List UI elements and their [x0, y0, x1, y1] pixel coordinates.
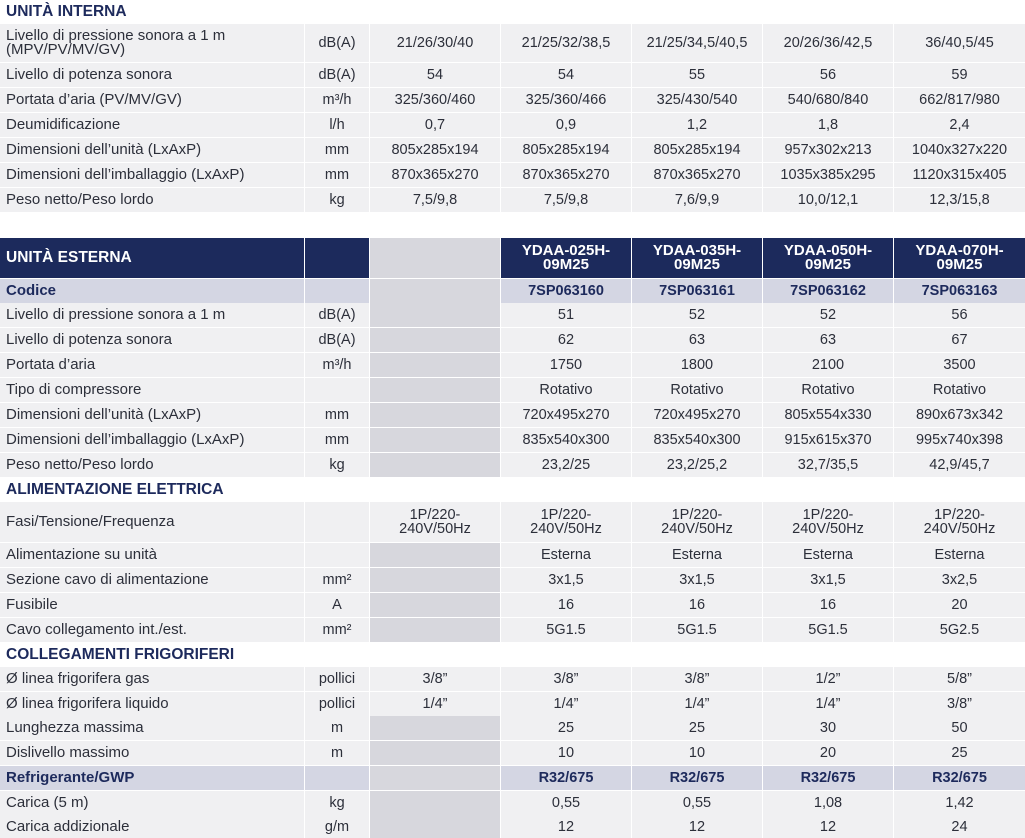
value-cell: 52: [763, 303, 894, 327]
row-label: Dimensioni dell’imballaggio (LxAxP): [0, 163, 305, 187]
value-cell: 1P/220- 240V/50Hz: [763, 502, 894, 542]
value-cell: 21/26/30/40: [370, 24, 501, 62]
section-title-power-row: [0, 478, 1025, 502]
row-unit: kg: [305, 453, 370, 477]
value-cell: [370, 716, 501, 740]
value-cell: 3/8”: [370, 667, 501, 691]
value-cell: 63: [763, 328, 894, 352]
value-cell: 662/817/980: [894, 88, 1025, 112]
value-cell: 0,7: [370, 113, 501, 137]
internal-row: [0, 24, 1025, 62]
row-unit: dB(A): [305, 328, 370, 352]
value-cell: [370, 741, 501, 765]
section-title-external: UNITÀ ESTERNA: [0, 238, 305, 278]
row-label: Fusibile: [0, 593, 305, 617]
value-cell: 1P/220- 240V/50Hz: [501, 502, 632, 542]
section-title-refrigeration: COLLEGAMENTI FRIGORIFERI: [0, 643, 1025, 667]
value-cell: 915x615x370: [763, 428, 894, 452]
power-row: [0, 568, 1025, 592]
refrigeration-row: [0, 741, 1025, 765]
code-row: [0, 279, 1025, 303]
value-cell: 325/430/540: [632, 88, 763, 112]
value-cell: 325/360/466: [501, 88, 632, 112]
product-code: 7SP063160: [501, 279, 632, 303]
value-cell: 870x365x270: [501, 163, 632, 187]
value-cell: 1750: [501, 353, 632, 377]
refrigerant-unit-cell: [305, 766, 370, 790]
model-name: YDAA-070H- 09M25: [894, 238, 1025, 278]
value-cell: 7,5/9,8: [370, 188, 501, 212]
value-cell: 1/4”: [501, 692, 632, 716]
internal-row: [0, 63, 1025, 87]
row-label: Livello di potenza sonora: [0, 328, 305, 352]
charge-row: [0, 815, 1025, 838]
value-cell: [370, 453, 501, 477]
value-cell: Rotativo: [894, 378, 1025, 402]
external-row: [0, 328, 1025, 352]
value-cell: 1P/220- 240V/50Hz: [632, 502, 763, 542]
refrigerant-label: Refrigerante/GWP: [0, 766, 305, 790]
value-cell: 5G2.5: [894, 618, 1025, 642]
value-cell: 835x540x300: [632, 428, 763, 452]
refrigerant-value: R32/675: [632, 766, 763, 790]
value-cell: 56: [894, 303, 1025, 327]
row-label: Livello di pressione sonora a 1 m (MPV/PV/MV/GV): [0, 24, 305, 62]
external-header-row: [0, 238, 1025, 278]
value-cell: 16: [763, 593, 894, 617]
refrigeration-row: [0, 716, 1025, 740]
value-cell: 36/40,5/45: [894, 24, 1025, 62]
row-unit: mm²: [305, 568, 370, 592]
value-cell: 21/25/34,5/40,5: [632, 24, 763, 62]
code-label: Codice: [0, 279, 305, 303]
value-cell: 67: [894, 328, 1025, 352]
row-unit: mm: [305, 403, 370, 427]
row-label: Livello di potenza sonora: [0, 63, 305, 87]
value-cell: 23,2/25,2: [632, 453, 763, 477]
row-unit: l/h: [305, 113, 370, 137]
value-cell: 2,4: [894, 113, 1025, 137]
value-cell: 54: [501, 63, 632, 87]
value-cell: 25: [632, 716, 763, 740]
row-label: Dimensioni dell’unità (LxAxP): [0, 138, 305, 162]
value-cell: 0,9: [501, 113, 632, 137]
power-row: [0, 543, 1025, 567]
value-cell: 3x1,5: [763, 568, 894, 592]
value-cell: 24: [894, 815, 1025, 838]
row-label: Alimentazione su unità: [0, 543, 305, 567]
row-unit: m: [305, 716, 370, 740]
value-cell: 10,0/12,1: [763, 188, 894, 212]
value-cell: Esterna: [763, 543, 894, 567]
value-cell: 20/26/36/42,5: [763, 24, 894, 62]
value-cell: 720x495x270: [632, 403, 763, 427]
refrigerant-value: R32/675: [501, 766, 632, 790]
value-cell: 30: [763, 716, 894, 740]
row-unit: m³/h: [305, 88, 370, 112]
row-label: Tipo di compressore: [0, 378, 305, 402]
value-cell: 1P/220- 240V/50Hz: [894, 502, 1025, 542]
value-cell: 5/8”: [894, 667, 1025, 691]
row-label: Dimensioni dell’unità (LxAxP): [0, 403, 305, 427]
value-cell: 23,2/25: [501, 453, 632, 477]
value-cell: [370, 303, 501, 327]
row-unit: dB(A): [305, 24, 370, 62]
value-cell: 870x365x270: [632, 163, 763, 187]
code-gap-cell: [370, 279, 501, 303]
row-label: Peso netto/Peso lordo: [0, 188, 305, 212]
value-cell: 1035x385x295: [763, 163, 894, 187]
value-cell: 7,5/9,8: [501, 188, 632, 212]
value-cell: Esterna: [501, 543, 632, 567]
row-label: Carica addizionale: [0, 815, 305, 838]
value-cell: 325/360/460: [370, 88, 501, 112]
row-unit: mm: [305, 428, 370, 452]
value-cell: 3/8”: [632, 667, 763, 691]
value-cell: 59: [894, 63, 1025, 87]
row-unit: [305, 502, 370, 542]
external-row: [0, 378, 1025, 402]
value-cell: 1120x315x405: [894, 163, 1025, 187]
value-cell: 0,55: [632, 791, 763, 815]
value-cell: 3x1,5: [632, 568, 763, 592]
value-cell: 50: [894, 716, 1025, 740]
value-cell: [370, 593, 501, 617]
value-cell: 20: [894, 593, 1025, 617]
value-cell: 3x2,5: [894, 568, 1025, 592]
row-label: Sezione cavo di alimentazione: [0, 568, 305, 592]
value-cell: 720x495x270: [501, 403, 632, 427]
model-name: YDAA-025H- 09M25: [501, 238, 632, 278]
value-cell: 0,55: [501, 791, 632, 815]
section-title-internal-row: [0, 0, 1025, 24]
row-label: Peso netto/Peso lordo: [0, 453, 305, 477]
value-cell: [370, 791, 501, 815]
value-cell: [370, 815, 501, 838]
external-row: [0, 303, 1025, 327]
model-name: YDAA-035H- 09M25: [632, 238, 763, 278]
value-cell: 1,08: [763, 791, 894, 815]
row-unit: pollici: [305, 667, 370, 691]
value-cell: 25: [894, 741, 1025, 765]
row-label: Fasi/Tensione/Frequenza: [0, 502, 305, 542]
external-row: [0, 453, 1025, 477]
value-cell: 21/25/32/38,5: [501, 24, 632, 62]
row-unit: m: [305, 741, 370, 765]
power-row: [0, 502, 1025, 542]
value-cell: 1/4”: [632, 692, 763, 716]
row-unit: [305, 378, 370, 402]
refrigerant-value: R32/675: [763, 766, 894, 790]
row-unit: dB(A): [305, 303, 370, 327]
internal-row: [0, 88, 1025, 112]
value-cell: 7,6/9,9: [632, 188, 763, 212]
value-cell: 1/2”: [763, 667, 894, 691]
section-title-internal: UNITÀ INTERNA: [0, 0, 1025, 24]
value-cell: 63: [632, 328, 763, 352]
product-code: 7SP063163: [894, 279, 1025, 303]
power-row: [0, 593, 1025, 617]
value-cell: 805x285x194: [501, 138, 632, 162]
charge-row: [0, 791, 1025, 815]
value-cell: 805x554x330: [763, 403, 894, 427]
value-cell: 5G1.5: [632, 618, 763, 642]
value-cell: 1040x327x220: [894, 138, 1025, 162]
refrigerant-gap-cell: [370, 766, 501, 790]
section-title-refrigeration-row: [0, 643, 1025, 667]
value-cell: 20: [763, 741, 894, 765]
row-unit: mm: [305, 138, 370, 162]
value-cell: 870x365x270: [370, 163, 501, 187]
value-cell: [370, 403, 501, 427]
value-cell: 1800: [632, 353, 763, 377]
row-unit: kg: [305, 791, 370, 815]
value-cell: 10: [632, 741, 763, 765]
code-unit-cell: [305, 279, 370, 303]
refrigeration-row: [0, 667, 1025, 691]
value-cell: 3x1,5: [501, 568, 632, 592]
value-cell: 2100: [763, 353, 894, 377]
row-label: Portata d’aria: [0, 353, 305, 377]
value-cell: Esterna: [632, 543, 763, 567]
row-label: Dislivello massimo: [0, 741, 305, 765]
value-cell: 54: [370, 63, 501, 87]
value-cell: Esterna: [894, 543, 1025, 567]
value-cell: 1,8: [763, 113, 894, 137]
product-code: 7SP063162: [763, 279, 894, 303]
row-label: Lunghezza massima: [0, 716, 305, 740]
value-cell: [370, 353, 501, 377]
header-gap-cell: [370, 238, 501, 278]
value-cell: 3/8”: [501, 667, 632, 691]
row-unit: A: [305, 593, 370, 617]
row-unit: pollici: [305, 692, 370, 716]
internal-row: [0, 113, 1025, 137]
refrigeration-row: [0, 692, 1025, 716]
value-cell: 56: [763, 63, 894, 87]
header-unit-cell: [305, 238, 370, 278]
value-cell: 16: [501, 593, 632, 617]
value-cell: [370, 328, 501, 352]
value-cell: 835x540x300: [501, 428, 632, 452]
value-cell: 5G1.5: [501, 618, 632, 642]
row-label: Ø linea frigorifera liquido: [0, 692, 305, 716]
value-cell: 1P/220- 240V/50Hz: [370, 502, 501, 542]
row-label: Carica (5 m): [0, 791, 305, 815]
product-code: 7SP063161: [632, 279, 763, 303]
row-label: Deumidificazione: [0, 113, 305, 137]
value-cell: 16: [632, 593, 763, 617]
value-cell: [370, 428, 501, 452]
value-cell: 12: [763, 815, 894, 838]
value-cell: 12,3/15,8: [894, 188, 1025, 212]
row-label: Cavo collegamento int./est.: [0, 618, 305, 642]
value-cell: 957x302x213: [763, 138, 894, 162]
value-cell: [370, 618, 501, 642]
value-cell: 3500: [894, 353, 1025, 377]
value-cell: 12: [501, 815, 632, 838]
value-cell: 1/4”: [763, 692, 894, 716]
power-row: [0, 618, 1025, 642]
external-row: [0, 428, 1025, 452]
value-cell: 1/4”: [370, 692, 501, 716]
row-unit: dB(A): [305, 63, 370, 87]
value-cell: 805x285x194: [370, 138, 501, 162]
internal-row: [0, 163, 1025, 187]
row-label: Dimensioni dell’imballaggio (LxAxP): [0, 428, 305, 452]
value-cell: 540/680/840: [763, 88, 894, 112]
value-cell: Rotativo: [501, 378, 632, 402]
value-cell: [370, 378, 501, 402]
section-title-power: ALIMENTAZIONE ELETTRICA: [0, 478, 1025, 502]
value-cell: 32,7/35,5: [763, 453, 894, 477]
value-cell: 12: [632, 815, 763, 838]
row-unit: mm: [305, 163, 370, 187]
value-cell: 51: [501, 303, 632, 327]
refrigerant-value: R32/675: [894, 766, 1025, 790]
value-cell: 5G1.5: [763, 618, 894, 642]
value-cell: 1,2: [632, 113, 763, 137]
value-cell: 52: [632, 303, 763, 327]
value-cell: 10: [501, 741, 632, 765]
row-label: Ø linea frigorifera gas: [0, 667, 305, 691]
value-cell: Rotativo: [763, 378, 894, 402]
value-cell: 25: [501, 716, 632, 740]
value-cell: 995x740x398: [894, 428, 1025, 452]
value-cell: Rotativo: [632, 378, 763, 402]
external-row: [0, 403, 1025, 427]
value-cell: 1,42: [894, 791, 1025, 815]
row-unit: [305, 543, 370, 567]
row-unit: m³/h: [305, 353, 370, 377]
value-cell: 805x285x194: [632, 138, 763, 162]
refrigerant-row: [0, 766, 1025, 790]
internal-row: [0, 188, 1025, 212]
row-unit: kg: [305, 188, 370, 212]
row-label: Portata d’aria (PV/MV/GV): [0, 88, 305, 112]
value-cell: 62: [501, 328, 632, 352]
external-row: [0, 353, 1025, 377]
value-cell: [370, 543, 501, 567]
value-cell: [370, 568, 501, 592]
value-cell: 890x673x342: [894, 403, 1025, 427]
row-label: Livello di pressione sonora a 1 m: [0, 303, 305, 327]
row-unit: mm²: [305, 618, 370, 642]
model-name: YDAA-050H- 09M25: [763, 238, 894, 278]
internal-row: [0, 138, 1025, 162]
row-unit: g/m: [305, 815, 370, 838]
value-cell: 55: [632, 63, 763, 87]
value-cell: 42,9/45,7: [894, 453, 1025, 477]
value-cell: 3/8”: [894, 692, 1025, 716]
